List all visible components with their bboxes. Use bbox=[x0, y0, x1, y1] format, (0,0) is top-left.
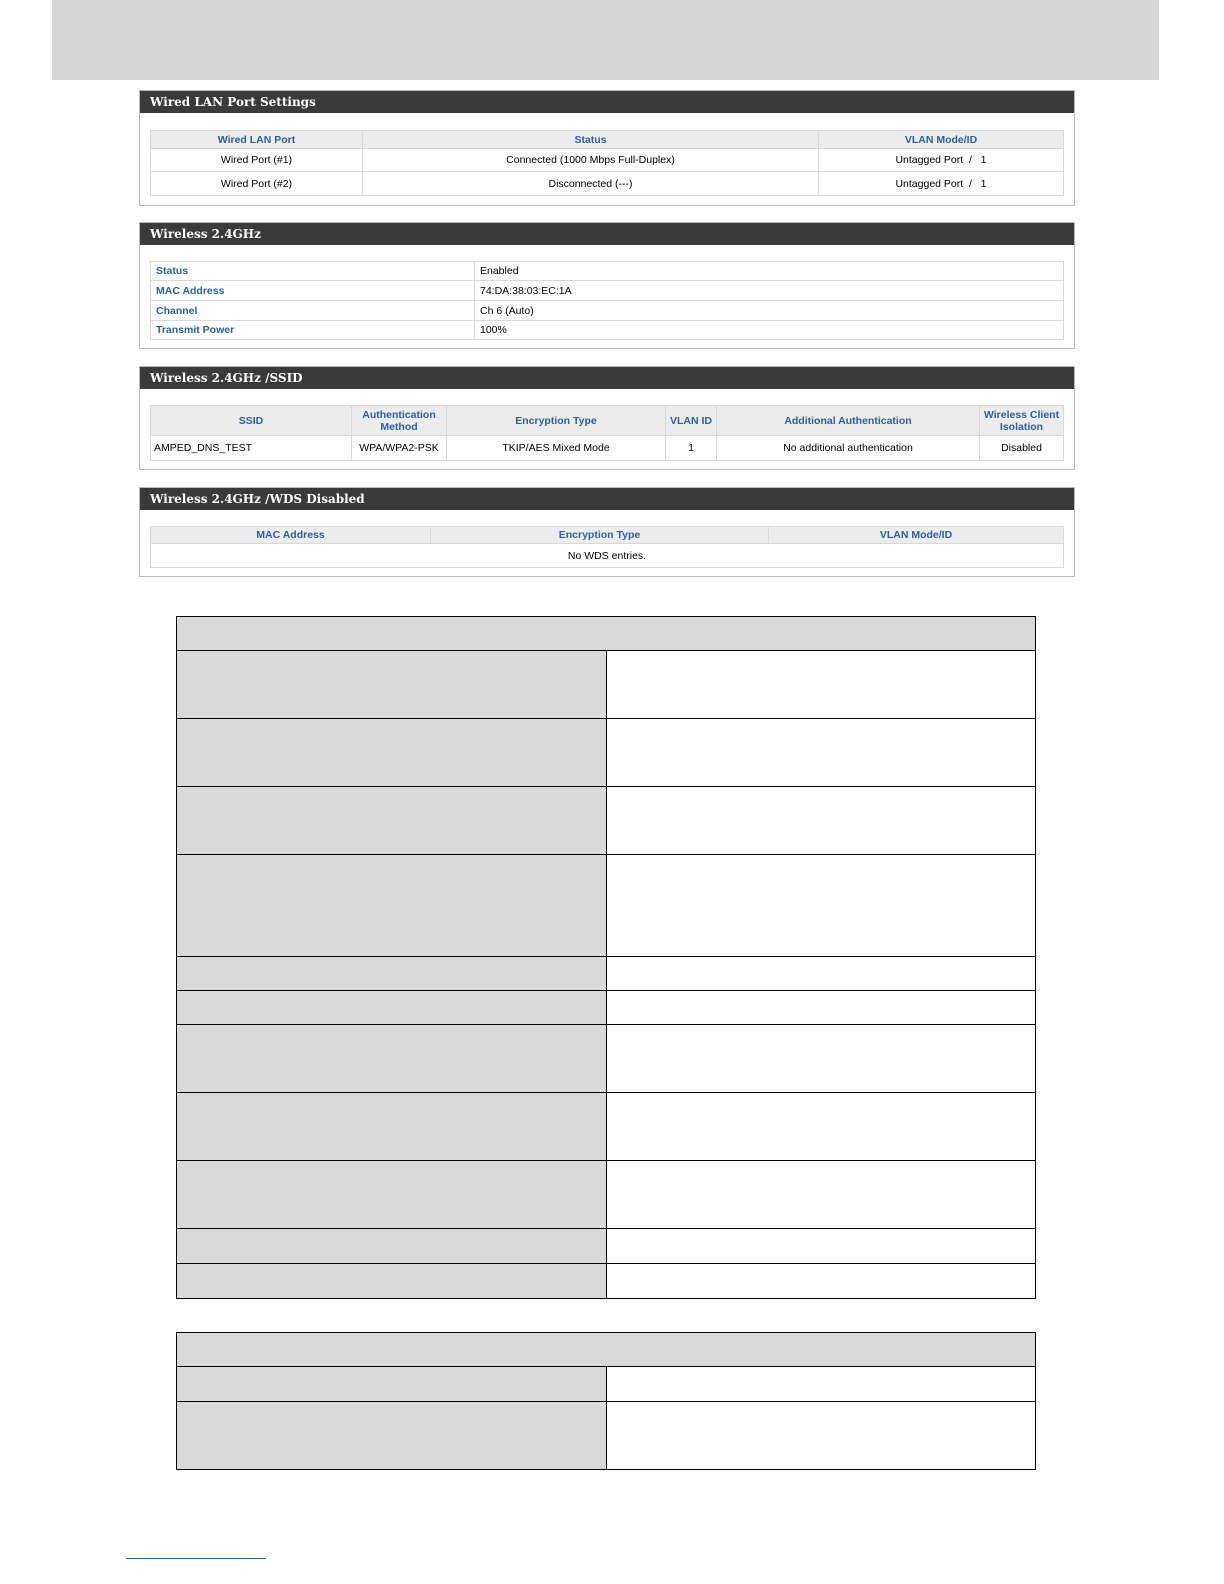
table-row bbox=[177, 1229, 1036, 1264]
page-header-band bbox=[52, 0, 1159, 80]
mac-address-value: 74:DA:38:03:EC:1A bbox=[475, 281, 1064, 301]
description-table-header bbox=[177, 617, 1036, 651]
col-encryption-type: Encryption Type bbox=[431, 527, 769, 544]
col-additional-auth: Additional Authentication bbox=[717, 406, 980, 436]
table-row bbox=[151, 172, 1064, 196]
table-row bbox=[177, 1093, 1036, 1161]
wds-panel bbox=[139, 487, 1075, 577]
port-status: Disconnected (---) bbox=[363, 172, 819, 196]
port-name: Wired Port (#1) bbox=[151, 149, 363, 172]
wds-empty-message: No WDS entries. bbox=[151, 544, 1064, 568]
table-row bbox=[177, 1161, 1036, 1229]
col-wired-lan-port: Wired LAN Port bbox=[151, 131, 363, 149]
col-status: Status bbox=[363, 131, 819, 149]
table-row bbox=[177, 1367, 1036, 1402]
wired-lan-table bbox=[150, 130, 1064, 196]
ssid-panel bbox=[139, 366, 1075, 470]
wds-table bbox=[150, 526, 1064, 568]
transmit-power-value: 100% bbox=[475, 321, 1064, 340]
table-row bbox=[177, 1025, 1036, 1093]
col-ssid: SSID bbox=[151, 406, 352, 436]
mac-address-label: MAC Address bbox=[151, 281, 475, 301]
auth-method-value: WPA/WPA2-PSK bbox=[352, 436, 447, 461]
additional-auth-value: No additional authentication bbox=[717, 436, 980, 461]
table-row bbox=[177, 991, 1036, 1025]
channel-label: Channel bbox=[151, 301, 475, 321]
wds-title: Wireless 2.4GHz /WDS Disabled bbox=[140, 488, 1074, 510]
vlan-id-value: 1 bbox=[666, 436, 717, 461]
col-vlan-id: VLAN ID bbox=[666, 406, 717, 436]
wired-lan-panel bbox=[139, 90, 1075, 206]
port-vlan: Untagged Port / 1 bbox=[819, 172, 1064, 196]
port-vlan: Untagged Port / 1 bbox=[819, 149, 1064, 172]
table-row bbox=[151, 436, 1064, 461]
table-row bbox=[177, 957, 1036, 991]
ssid-value: AMPED_DNS_TEST bbox=[151, 436, 352, 461]
wireless-panel bbox=[139, 222, 1075, 349]
channel-value: Ch 6 (Auto) bbox=[475, 301, 1064, 321]
description-table bbox=[176, 616, 1036, 1299]
wired-lan-title: Wired LAN Port Settings bbox=[140, 91, 1074, 113]
col-encryption-type: Encryption Type bbox=[447, 406, 666, 436]
table-row bbox=[177, 787, 1036, 855]
description-table-header bbox=[177, 1333, 1036, 1367]
table-row bbox=[151, 149, 1064, 172]
wireless-table bbox=[150, 261, 1064, 340]
footnote-divider bbox=[126, 1558, 266, 1559]
table-row bbox=[151, 301, 1064, 321]
ssid-title: Wireless 2.4GHz /SSID bbox=[140, 367, 1074, 389]
col-vlan-mode: VLAN Mode/ID bbox=[769, 527, 1064, 544]
table-row bbox=[177, 651, 1036, 719]
table-row bbox=[177, 1402, 1036, 1470]
port-name: Wired Port (#2) bbox=[151, 172, 363, 196]
client-isolation-value: Disabled bbox=[980, 436, 1064, 461]
col-vlan-mode: VLAN Mode/ID bbox=[819, 131, 1064, 149]
status-label: Status bbox=[151, 262, 475, 281]
col-client-isolation: Wireless Client Isolation bbox=[980, 406, 1064, 436]
table-row bbox=[177, 1264, 1036, 1299]
description-table bbox=[176, 1332, 1036, 1470]
port-status: Connected (1000 Mbps Full-Duplex) bbox=[363, 149, 819, 172]
encryption-value: TKIP/AES Mixed Mode bbox=[447, 436, 666, 461]
table-row bbox=[177, 855, 1036, 957]
wireless-title: Wireless 2.4GHz bbox=[140, 223, 1074, 245]
table-row bbox=[151, 262, 1064, 281]
table-row bbox=[151, 281, 1064, 301]
table-row bbox=[151, 321, 1064, 340]
transmit-power-label: Transmit Power bbox=[151, 321, 475, 340]
ssid-table bbox=[150, 405, 1064, 461]
col-auth-method: Authentication Method bbox=[352, 406, 447, 436]
col-mac-address: MAC Address bbox=[151, 527, 431, 544]
table-row bbox=[177, 719, 1036, 787]
table-row bbox=[151, 544, 1064, 568]
status-value: Enabled bbox=[475, 262, 1064, 281]
